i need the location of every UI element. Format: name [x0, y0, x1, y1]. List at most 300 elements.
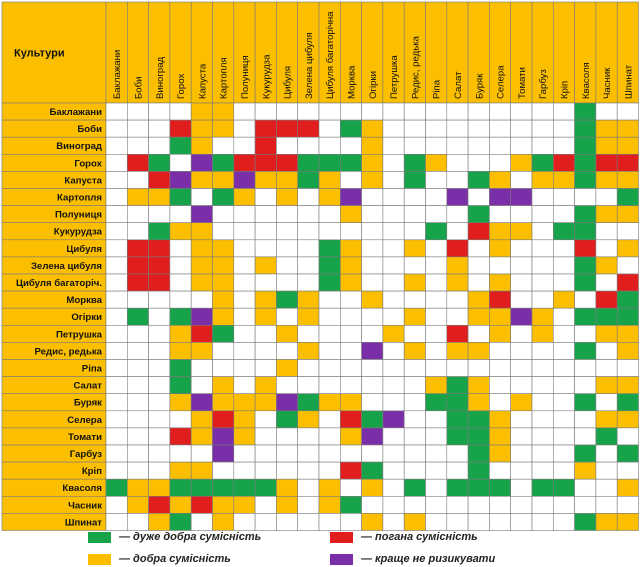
matrix-cell	[489, 411, 510, 428]
matrix-cell	[298, 342, 319, 359]
matrix-cell	[404, 462, 425, 479]
matrix-cell	[149, 206, 170, 223]
matrix-cell	[575, 428, 596, 445]
matrix-cell	[319, 496, 340, 513]
matrix-cell	[234, 223, 255, 240]
matrix-cell	[617, 154, 638, 171]
matrix-cell	[383, 171, 404, 188]
matrix-cell	[106, 274, 127, 291]
matrix-cell	[213, 154, 234, 171]
matrix-cell	[362, 257, 383, 274]
matrix-cell	[234, 428, 255, 445]
matrix-cell	[255, 291, 276, 308]
matrix-cell	[255, 394, 276, 411]
matrix-cell	[127, 154, 148, 171]
matrix-cell	[553, 377, 574, 394]
matrix-cell	[447, 428, 468, 445]
column-header-label: Цибуля багаторічна	[325, 11, 337, 99]
matrix-cell	[617, 137, 638, 154]
matrix-cell	[383, 342, 404, 359]
matrix-cell	[553, 206, 574, 223]
matrix-cell	[340, 377, 361, 394]
matrix-cell	[447, 240, 468, 257]
matrix-cell	[149, 377, 170, 394]
matrix-cell	[234, 496, 255, 513]
matrix-cell	[383, 462, 404, 479]
matrix-cell	[319, 428, 340, 445]
matrix-cell	[191, 154, 212, 171]
matrix-cell	[489, 223, 510, 240]
matrix-cell	[106, 394, 127, 411]
matrix-cell	[276, 428, 297, 445]
column-header-label: Зелена цибуля	[303, 32, 315, 99]
row-header-label: Томати	[68, 431, 102, 443]
matrix-cell	[298, 291, 319, 308]
matrix-cell	[170, 342, 191, 359]
matrix-cell	[170, 479, 191, 496]
matrix-cell	[468, 206, 489, 223]
legend-label-good: — добра сумісність	[119, 553, 231, 565]
matrix-cell	[383, 189, 404, 206]
column-header-label: Петрушка	[389, 55, 401, 99]
column-header-label: Баклажани	[112, 49, 124, 99]
matrix-cell	[468, 103, 489, 120]
column-header-label: Квасоля	[580, 62, 592, 99]
matrix-cell	[447, 120, 468, 137]
matrix-cell	[106, 462, 127, 479]
matrix-cell	[127, 240, 148, 257]
matrix-cell	[447, 308, 468, 325]
matrix-cell	[319, 103, 340, 120]
matrix-cell	[276, 206, 297, 223]
matrix-cell	[596, 394, 617, 411]
matrix-cell	[319, 291, 340, 308]
matrix-cell	[447, 103, 468, 120]
row-header-label: Кріп	[81, 466, 102, 478]
matrix-cell	[532, 360, 553, 377]
matrix-cell	[532, 137, 553, 154]
matrix-cell	[511, 137, 532, 154]
matrix-cell	[298, 257, 319, 274]
matrix-cell	[170, 428, 191, 445]
matrix-cell	[468, 462, 489, 479]
matrix-cell	[298, 411, 319, 428]
matrix-cell	[383, 394, 404, 411]
matrix-cell	[404, 257, 425, 274]
matrix-cell	[468, 377, 489, 394]
matrix-cell	[362, 120, 383, 137]
matrix-cell	[404, 120, 425, 137]
matrix-cell	[106, 496, 127, 513]
matrix-cell	[149, 240, 170, 257]
matrix-cell	[553, 308, 574, 325]
legend-very-good	[88, 531, 261, 543]
matrix-cell	[511, 360, 532, 377]
matrix-cell	[234, 257, 255, 274]
matrix-cell	[575, 325, 596, 342]
matrix-cell	[276, 462, 297, 479]
matrix-cell	[319, 342, 340, 359]
matrix-cell	[383, 308, 404, 325]
matrix-cell	[617, 257, 638, 274]
matrix-cell	[191, 120, 212, 137]
matrix-cell	[553, 171, 574, 188]
matrix-cell	[575, 103, 596, 120]
matrix-cell	[511, 103, 532, 120]
matrix-cell	[170, 360, 191, 377]
matrix-cell	[362, 360, 383, 377]
matrix-cell	[106, 479, 127, 496]
matrix-cell	[426, 274, 447, 291]
matrix-cell	[596, 223, 617, 240]
matrix-cell	[553, 342, 574, 359]
matrix-cell	[511, 445, 532, 462]
legend-bad	[330, 531, 478, 543]
row-header-label: Полуниця	[54, 209, 102, 221]
matrix-cell	[106, 103, 127, 120]
matrix-cell	[255, 189, 276, 206]
matrix-cell	[362, 189, 383, 206]
matrix-cell	[298, 496, 319, 513]
matrix-cell	[276, 171, 297, 188]
matrix-cell	[596, 496, 617, 513]
matrix-cell	[362, 342, 383, 359]
matrix-cell	[319, 360, 340, 377]
matrix-cell	[532, 462, 553, 479]
matrix-cell	[298, 189, 319, 206]
matrix-cell	[404, 137, 425, 154]
matrix-cell	[319, 411, 340, 428]
matrix-cell	[340, 479, 361, 496]
matrix-cell	[489, 291, 510, 308]
matrix-cell	[298, 360, 319, 377]
matrix-cell	[298, 120, 319, 137]
matrix-cell	[319, 137, 340, 154]
column-header-label: Ріпа	[431, 79, 443, 99]
matrix-cell	[489, 360, 510, 377]
matrix-cell	[404, 496, 425, 513]
matrix-cell	[191, 171, 212, 188]
matrix-cell	[383, 291, 404, 308]
matrix-cell	[468, 137, 489, 154]
matrix-cell	[213, 137, 234, 154]
matrix-cell	[149, 428, 170, 445]
matrix-cell	[319, 257, 340, 274]
matrix-cell	[553, 274, 574, 291]
matrix-cell	[170, 462, 191, 479]
matrix-cell	[553, 154, 574, 171]
matrix-cell	[106, 189, 127, 206]
matrix-cell	[234, 137, 255, 154]
column-header-label: Буряк	[474, 73, 486, 99]
matrix-cell	[532, 189, 553, 206]
matrix-cell	[617, 411, 638, 428]
matrix-cell	[170, 189, 191, 206]
matrix-cell	[383, 411, 404, 428]
matrix-cell	[213, 428, 234, 445]
matrix-cell	[149, 325, 170, 342]
matrix-cell	[170, 291, 191, 308]
legend	[0, 521, 640, 567]
matrix-cell	[319, 462, 340, 479]
matrix-cell	[255, 428, 276, 445]
matrix-cell	[447, 496, 468, 513]
matrix-cell	[340, 223, 361, 240]
matrix-cell	[575, 445, 596, 462]
matrix-cell	[298, 308, 319, 325]
matrix-cell	[404, 360, 425, 377]
matrix-cell	[596, 445, 617, 462]
matrix-cell	[362, 428, 383, 445]
row-header-label: Шпинат	[64, 517, 102, 529]
matrix-cell	[532, 428, 553, 445]
matrix-cell	[447, 206, 468, 223]
matrix-cell	[106, 154, 127, 171]
matrix-cell	[106, 308, 127, 325]
matrix-cell	[532, 496, 553, 513]
matrix-cell	[553, 137, 574, 154]
column-header-label: Огірки	[367, 71, 379, 99]
matrix-cell	[553, 325, 574, 342]
matrix-cell	[617, 445, 638, 462]
matrix-cell	[298, 223, 319, 240]
matrix-cell	[447, 291, 468, 308]
matrix-cell	[426, 103, 447, 120]
matrix-cell	[234, 308, 255, 325]
row-header-label: Картопля	[57, 192, 102, 204]
matrix-cell	[127, 462, 148, 479]
matrix-cell	[362, 291, 383, 308]
matrix-cell	[596, 308, 617, 325]
matrix-cell	[213, 291, 234, 308]
matrix-cell	[383, 120, 404, 137]
matrix-cell	[276, 496, 297, 513]
matrix-cell	[383, 257, 404, 274]
matrix-cell	[191, 223, 212, 240]
matrix-cell	[319, 394, 340, 411]
matrix-cell	[468, 240, 489, 257]
matrix-cell	[404, 291, 425, 308]
matrix-cell	[170, 411, 191, 428]
matrix-cell	[383, 154, 404, 171]
matrix-cell	[511, 496, 532, 513]
matrix-cell	[170, 120, 191, 137]
matrix-cell	[234, 171, 255, 188]
matrix-cell	[255, 103, 276, 120]
matrix-cell	[596, 206, 617, 223]
matrix-cell	[468, 411, 489, 428]
row-header-label: Редис, редька	[34, 346, 102, 358]
matrix-cell	[213, 274, 234, 291]
matrix-cell	[617, 496, 638, 513]
matrix-cell	[191, 479, 212, 496]
matrix-cell	[170, 223, 191, 240]
matrix-cell	[362, 206, 383, 223]
matrix-cell	[191, 189, 212, 206]
matrix-cell	[553, 240, 574, 257]
matrix-cell	[575, 360, 596, 377]
matrix-cell	[319, 240, 340, 257]
matrix-cell	[426, 411, 447, 428]
matrix-cell	[340, 308, 361, 325]
matrix-cell	[170, 274, 191, 291]
matrix-cell	[255, 377, 276, 394]
matrix-cell	[127, 377, 148, 394]
matrix-cell	[532, 154, 553, 171]
matrix-cell	[532, 291, 553, 308]
matrix-cell	[596, 428, 617, 445]
matrix-cell	[340, 257, 361, 274]
matrix-cell	[127, 325, 148, 342]
matrix-cell	[617, 103, 638, 120]
matrix-cell	[426, 360, 447, 377]
matrix-cell	[149, 342, 170, 359]
matrix-cell	[489, 479, 510, 496]
matrix-cell	[489, 428, 510, 445]
matrix-cell	[319, 308, 340, 325]
matrix-cell	[234, 120, 255, 137]
matrix-cell	[340, 206, 361, 223]
matrix-cell	[106, 342, 127, 359]
matrix-cell	[255, 462, 276, 479]
matrix-cell	[617, 120, 638, 137]
matrix-cell	[340, 445, 361, 462]
matrix-cell	[617, 394, 638, 411]
matrix-cell	[596, 479, 617, 496]
matrix-cell	[149, 137, 170, 154]
matrix-cell	[191, 428, 212, 445]
matrix-cell	[362, 394, 383, 411]
matrix-cell	[255, 240, 276, 257]
legend-label-bad: — погана сумісність	[361, 531, 478, 543]
matrix-cell	[575, 137, 596, 154]
matrix-cell	[127, 257, 148, 274]
matrix-cell	[191, 240, 212, 257]
matrix-cell	[426, 479, 447, 496]
matrix-cell	[340, 291, 361, 308]
matrix-cell	[298, 394, 319, 411]
matrix-cell	[255, 445, 276, 462]
matrix-cell	[127, 394, 148, 411]
matrix-cell	[170, 325, 191, 342]
matrix-cell	[255, 120, 276, 137]
matrix-cell	[191, 394, 212, 411]
matrix-cell	[447, 223, 468, 240]
matrix-cell	[234, 325, 255, 342]
matrix-cell	[127, 274, 148, 291]
matrix-cell	[319, 274, 340, 291]
matrix-cell	[511, 206, 532, 223]
matrix-cell	[127, 360, 148, 377]
matrix-cell	[575, 377, 596, 394]
matrix-cell	[234, 377, 255, 394]
matrix-cell	[553, 462, 574, 479]
matrix-cell	[276, 257, 297, 274]
matrix-cell	[532, 325, 553, 342]
matrix-cell	[213, 308, 234, 325]
matrix-cell	[447, 360, 468, 377]
matrix-cell	[575, 342, 596, 359]
matrix-cell	[426, 394, 447, 411]
matrix-cell	[276, 189, 297, 206]
matrix-cell	[553, 411, 574, 428]
matrix-cell	[447, 171, 468, 188]
matrix-cell	[213, 189, 234, 206]
matrix-cell	[149, 308, 170, 325]
matrix-cell	[489, 257, 510, 274]
matrix-cell	[383, 360, 404, 377]
matrix-cell	[532, 120, 553, 137]
matrix-cell	[276, 240, 297, 257]
matrix-cell	[213, 411, 234, 428]
matrix-cell	[447, 394, 468, 411]
matrix-cell	[404, 325, 425, 342]
matrix-cell	[426, 291, 447, 308]
matrix-cell	[255, 274, 276, 291]
matrix-cell	[149, 171, 170, 188]
matrix-cell	[617, 308, 638, 325]
matrix-cell	[489, 137, 510, 154]
matrix-cell	[383, 206, 404, 223]
matrix-cell	[468, 171, 489, 188]
matrix-cell	[489, 377, 510, 394]
matrix-cell	[234, 445, 255, 462]
matrix-cell	[170, 394, 191, 411]
matrix-cell	[511, 342, 532, 359]
matrix-cell	[298, 103, 319, 120]
matrix-cell	[234, 103, 255, 120]
matrix-cell	[127, 428, 148, 445]
matrix-cell	[255, 137, 276, 154]
matrix-cell	[276, 223, 297, 240]
matrix-cell	[532, 206, 553, 223]
matrix-cell	[617, 189, 638, 206]
matrix-cell	[191, 445, 212, 462]
matrix-cell	[489, 325, 510, 342]
matrix-cell	[319, 377, 340, 394]
matrix-cell	[596, 377, 617, 394]
matrix-cell	[106, 445, 127, 462]
matrix-cell	[149, 189, 170, 206]
matrix-cell	[532, 479, 553, 496]
matrix-cell	[127, 223, 148, 240]
matrix-cell	[362, 154, 383, 171]
matrix-cell	[340, 411, 361, 428]
matrix-cell	[532, 308, 553, 325]
row-header-label: Кукурудза	[53, 226, 102, 238]
column-header-label: Салат	[452, 71, 464, 99]
legend-swatch-bad	[330, 532, 353, 543]
legend-good	[88, 553, 231, 565]
matrix-cell	[340, 240, 361, 257]
legend-label-very-good: — дуже добра сумісність	[119, 531, 262, 543]
matrix-cell	[489, 445, 510, 462]
matrix-cell	[426, 325, 447, 342]
matrix-cell	[234, 189, 255, 206]
matrix-cell	[362, 479, 383, 496]
matrix-cell	[362, 377, 383, 394]
column-header-label: Боби	[133, 76, 145, 99]
matrix-cell	[298, 325, 319, 342]
matrix-cell	[596, 274, 617, 291]
matrix-cell	[298, 206, 319, 223]
matrix-cell	[532, 257, 553, 274]
matrix-cell	[149, 445, 170, 462]
matrix-cell	[596, 189, 617, 206]
matrix-cell	[447, 137, 468, 154]
matrix-cell	[213, 360, 234, 377]
matrix-cell	[298, 445, 319, 462]
